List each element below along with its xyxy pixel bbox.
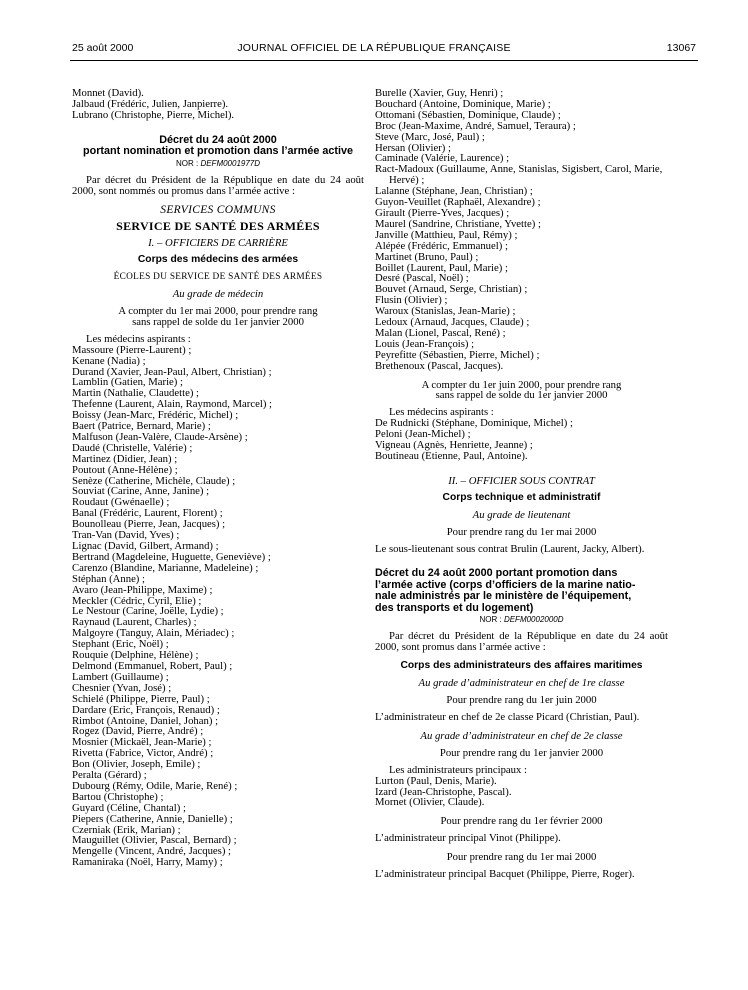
- list-item: Boillet (Laurent, Paul, Marie) ;: [375, 261, 508, 274]
- list-item: Bartou (Christophe) ;: [72, 790, 164, 803]
- list-item: Monnet (David).: [72, 87, 144, 99]
- compter-line: sans rappel de solde du 1er janvier 2000: [435, 389, 608, 402]
- section-ecoles: ÉCOLES DU SERVICE DE SANTÉ DES ARMÉES: [113, 272, 323, 283]
- list-item: Mosnier (Mickaël, Jean-Marie) ;: [72, 736, 212, 749]
- list-item: Rimbot (Antoine, Daniel, Johan) ;: [72, 714, 219, 727]
- list-item: Alépée (Frédéric, Emmanuel) ;: [375, 239, 508, 252]
- right-column: [375, 88, 668, 880]
- list-item: Souviat (Carine, Anne, Janine) ;: [72, 485, 210, 498]
- list-item: Baert (Patrice, Bernard, Marie) ;: [72, 420, 211, 433]
- rang-line: Pour prendre rang du 1er février 2000: [440, 815, 603, 828]
- left-column: [72, 88, 364, 868]
- list-item: Delmond (Emmanuel, Robert, Paul) ;: [72, 659, 233, 672]
- list-item: Peloni (Jean-Michel) ;: [375, 428, 471, 441]
- header-page-number: 13067: [666, 42, 696, 54]
- list-item: Boutineau (Etienne, Paul, Antoine).: [375, 450, 528, 462]
- rang-line: Pour prendre rang du 1er juin 2000: [446, 694, 597, 707]
- aspirants-label: Les médecins aspirants :: [389, 406, 494, 419]
- nor-reference: [72, 158, 364, 169]
- appointment-line: L’administrateur en chef de 2e classe Picard (Christian, Paul).: [375, 710, 640, 723]
- list-item: Martinet (Bruno, Paul) ;: [375, 250, 479, 263]
- decret-title: [375, 568, 668, 614]
- list-item: Mauguillet (Olivier, Pascal, Bernard) ;: [72, 834, 237, 847]
- decret-title-line: Décret du 24 août 2000: [159, 133, 277, 146]
- list-item: Flusin (Olivier) ;: [375, 294, 448, 307]
- list-item: Brethenoux (Pascal, Jacques).: [375, 359, 504, 372]
- list-item: Banal (Frédéric, Laurent, Florent) ;: [72, 507, 223, 520]
- list-item: Burelle (Xavier, Guy, Henri) ;: [375, 87, 504, 99]
- decree-intro: Par décret du Président de la République en date du 24 août 2000, sont promus dans l’armée active :: [375, 630, 668, 654]
- list-item: Martin (Nathalie, Claudette) ;: [72, 387, 200, 400]
- list-item: Steve (Marc, José, Paul) ;: [375, 130, 485, 143]
- decret-title-line: portant nomination et promotion dans l’armée active: [83, 145, 353, 158]
- list-item: Poutout (Anne-Hélène) ;: [72, 463, 178, 476]
- list-item: Stéphan (Anne) ;: [72, 572, 146, 585]
- administrateurs-list: [375, 776, 668, 809]
- section-corps-medecins: Corps des médecins des armées: [137, 254, 299, 266]
- list-item: Stephant (Eric, Noël) ;: [72, 638, 169, 651]
- list-item: Rivetta (Fabrice, Victor, André) ;: [72, 747, 214, 760]
- rang-line: Pour prendre rang du 1er mai 2000: [446, 851, 597, 864]
- list-item: Lamblin (Gatien, Marie) ;: [72, 376, 183, 389]
- list-item: Raynaud (Laurent, Charles) ;: [72, 616, 197, 629]
- list-item: Izard (Jean-Christophe, Pascal).: [375, 785, 512, 798]
- medecins-list-juin: [375, 418, 668, 462]
- list-item: Waroux (Stanislas, Jean-Marie) ;: [375, 305, 516, 318]
- list-item: Janville (Matthieu, Paul, Rémy) ;: [375, 228, 518, 241]
- nor-code: DEFM0002000D: [503, 615, 564, 625]
- list-item: Martinez (Didier, Jean) ;: [72, 452, 178, 465]
- nor-code: DEFM0001977D: [200, 158, 261, 168]
- list-item: Ramaniraka (Noël, Harry, Mamy) ;: [72, 856, 223, 869]
- list-item: Mornet (Olivier, Claude).: [375, 796, 485, 809]
- list-item: Massoure (Pierre-Laurent) ;: [72, 343, 192, 356]
- appointment-line: L’administrateur principal Vinot (Philippe).: [375, 832, 561, 845]
- decret-title-line: Décret du 24 août 2000 portant promotion dans: [375, 567, 618, 580]
- list-item: Senèze (Catherine, Michèle, Claude) ;: [72, 474, 236, 487]
- medecins-list-continued: [375, 88, 668, 372]
- section-officiers-carriere: I. – OFFICIERS DE CARRIÈRE: [148, 237, 288, 250]
- section-service-sante: SERVICE DE SANTÉ DES ARMÉES: [116, 219, 320, 234]
- section-corps-technique: Corps technique et administratif: [442, 491, 601, 503]
- decree-intro: Par décret du Président de la République en date du 24 août 2000, sont nommés ou promus dans l’armée active :: [72, 173, 364, 197]
- top-names-list: [72, 88, 364, 121]
- list-item: Bertrand (Magdeleine, Huguette, Geneviève) ;: [72, 550, 271, 563]
- list-item: Dardare (Eric, François, Renaud) ;: [72, 703, 220, 716]
- grade-heading: Au grade de médecin: [172, 288, 264, 301]
- list-item: Guyon-Veuillet (Raphaël, Alexandre) ;: [375, 196, 541, 209]
- list-item: Piepers (Catherine, Annie, Danielle) ;: [72, 812, 233, 825]
- list-item: Durand (Xavier, Jean-Paul, Albert, Christian) ;: [72, 365, 272, 378]
- list-item: Peralta (Gérard) ;: [72, 769, 147, 782]
- list-item: Ract-Madoux (Guillaume, Anne, Stanislas, Sigisbert, Carol, Marie, Hervé) ;: [375, 163, 663, 187]
- compter-line: A compter du 1er juin 2000, pour prendre rang: [421, 378, 622, 391]
- section-officier-contrat: II. – OFFICIER SOUS CONTRAT: [448, 474, 595, 487]
- list-item: Peyrefitte (Sébastien, Pierre, Michel) ;: [375, 348, 540, 361]
- list-item: Lalanne (Stéphane, Jean, Christian) ;: [375, 185, 533, 198]
- list-item: Carenzo (Blandine, Marianne, Madeleine) ;: [72, 561, 259, 574]
- list-item: Broc (Jean-Maxime, André, Samuel, Teraura) ;: [375, 119, 576, 132]
- list-item: Bouchard (Antoine, Dominique, Marie) ;: [375, 97, 551, 110]
- list-item: Ledoux (Arnaud, Jacques, Claude) ;: [375, 316, 530, 329]
- admin-label: Les administrateurs principaux :: [389, 763, 528, 776]
- list-item: Guyard (Céline, Chantal) ;: [72, 801, 186, 814]
- list-item: Malgoyre (Tanguy, Alain, Mériadec) ;: [72, 627, 235, 640]
- list-item: Malfuson (Jean-Valère, Claude-Arsène) ;: [72, 430, 248, 443]
- aspirants-label: Les médecins aspirants :: [86, 332, 191, 345]
- list-item: Roudaut (Gwénaelle) ;: [72, 496, 170, 509]
- list-item: Avaro (Jean-Philippe, Maxime) ;: [72, 583, 213, 596]
- grade-heading: Au grade d’administrateur en chef de 1re classe: [418, 677, 625, 690]
- list-item: Lubrano (Christophe, Pierre, Michel).: [72, 108, 235, 121]
- list-item: Jalbaud (Frédéric, Julien, Janpierre).: [72, 97, 229, 110]
- nor-label: NOR :: [175, 158, 199, 168]
- list-item: Chesnier (Yvan, José) ;: [72, 681, 172, 694]
- compter-line: A compter du 1er mai 2000, pour prendre rang: [118, 304, 318, 317]
- decret-title: [72, 135, 364, 158]
- page-header: [0, 42, 748, 58]
- list-item: Mengelle (Vincent, André, Jacques) ;: [72, 845, 232, 858]
- grade-heading: Au grade d’administrateur en chef de 2e classe: [420, 729, 623, 742]
- list-item: Vigneau (Agnès, Henriette, Jeanne) ;: [375, 439, 533, 452]
- list-item: De Rudnicki (Stéphane, Dominique, Michel) ;: [375, 417, 573, 430]
- header-rule: [70, 60, 698, 61]
- list-item: Le Nestour (Carine, Joëlle, Lydie) ;: [72, 605, 224, 618]
- list-item: Lambert (Guillaume) ;: [72, 670, 169, 683]
- header-date: 25 août 2000: [72, 42, 134, 54]
- list-item: Bounolleau (Pierre, Jean, Jacques) ;: [72, 518, 226, 531]
- list-item: Kenane (Nadia) ;: [72, 354, 146, 367]
- list-item: Czerniak (Erik, Marian) ;: [72, 823, 181, 836]
- list-item: Daudé (Christelle, Valérie) ;: [72, 441, 193, 454]
- grade-heading: Au grade de lieutenant: [472, 508, 571, 521]
- list-item: Schielé (Philippe, Pierre, Paul) ;: [72, 692, 210, 705]
- list-item: Rogez (David, Pierre, André) ;: [72, 725, 204, 738]
- section-services-communs: SERVICES COMMUNS: [160, 203, 276, 216]
- list-item: Thefenne (Laurent, Alain, Raymond, Marcel) ;: [72, 398, 273, 411]
- list-item: Girault (Pierre-Yves, Jacques) ;: [375, 206, 510, 219]
- nor-reference: [375, 614, 668, 625]
- decret-title-line: des transports et du logement): [375, 601, 534, 614]
- list-item: Hersan (Olivier) ;: [375, 141, 451, 154]
- rang-line: Pour prendre rang du 1er janvier 2000: [439, 746, 604, 759]
- list-item: Lurton (Paul, Denis, Marie).: [375, 774, 497, 787]
- list-item: Meckler (Cédric, Cyril, Elie) ;: [72, 594, 202, 607]
- list-item: Malan (Lionel, Pascal, René) ;: [375, 326, 506, 339]
- appointment-line: L’administrateur principal Bacquet (Philippe, Pierre, Roger).: [375, 868, 635, 881]
- list-item: Dubourg (Rémy, Odile, Marie, René) ;: [72, 779, 238, 792]
- list-item: Louis (Jean-François) ;: [375, 337, 475, 350]
- list-item: Ottomani (Sébastien, Dominique, Claude) ;: [375, 108, 561, 121]
- list-item: Desré (Pascal, Noël) ;: [375, 272, 469, 285]
- nor-label: NOR :: [479, 615, 502, 625]
- list-item: Lignac (David, Gilbert, Armand) ;: [72, 540, 219, 552]
- list-item: Boissy (Jean-Marc, Frédéric, Michel) ;: [72, 409, 239, 422]
- medecins-list: [72, 345, 364, 869]
- header-journal-title: JOURNAL OFFICIEL DE LA RÉPUBLIQUE FRANÇAISE: [237, 42, 511, 54]
- list-item: Caminade (Valérie, Laurence) ;: [375, 152, 510, 165]
- appointment-line: Le sous-lieutenant sous contrat Brulin (Laurent, Jacky, Albert).: [375, 542, 645, 555]
- list-item: Rouquie (Delphine, Hélène) ;: [72, 649, 199, 662]
- rang-line: Pour prendre rang du 1er mai 2000: [446, 525, 597, 538]
- compter-line: sans rappel de solde du 1er janvier 2000: [132, 315, 304, 328]
- list-item: Tran-Van (David, Yves) ;: [72, 529, 180, 542]
- list-item: Bon (Olivier, Joseph, Emile) ;: [72, 758, 201, 771]
- list-item: Bouvet (Arnaud, Serge, Christian) ;: [375, 283, 528, 296]
- decret-title-line: nale administrés par le ministère de l’équipement,: [375, 590, 632, 603]
- section-corps-administrateurs: Corps des administrateurs des affaires maritimes: [400, 660, 643, 672]
- list-item: Maurel (Sandrine, Christiane, Yvette) ;: [375, 217, 541, 230]
- decret-title-line: l’armée active (corps d’officiers de la marine natio-: [375, 578, 636, 591]
